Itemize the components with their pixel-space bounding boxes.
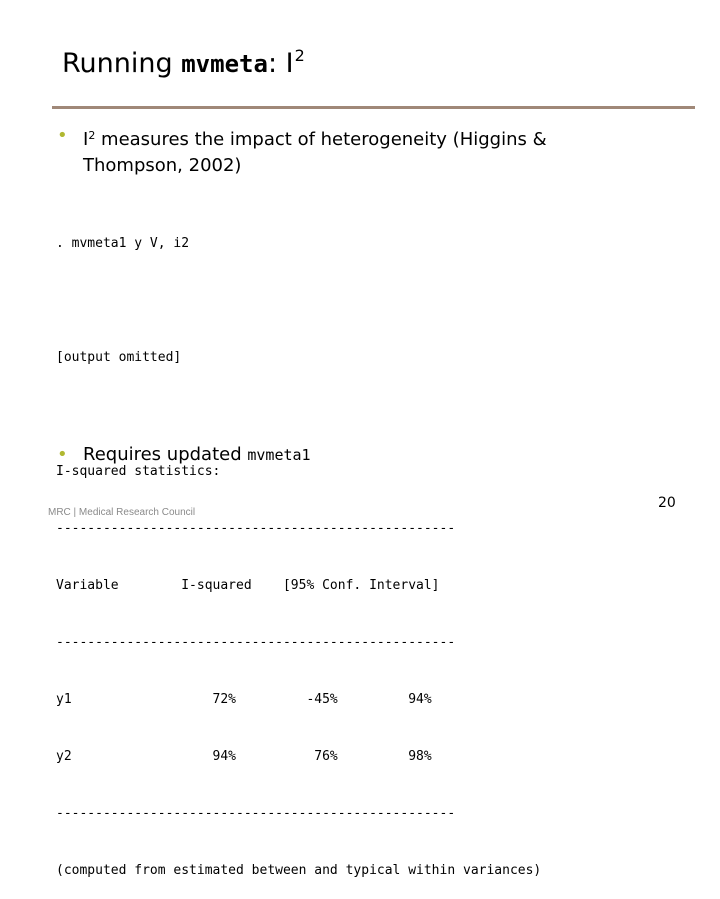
title-prefix: Running [62, 48, 182, 79]
output-row-y2: y2 94% 76% 98% [56, 749, 432, 764]
output-rule: --------------------------------------------------- [56, 635, 456, 650]
bullet-superscript: 2 [88, 129, 96, 142]
bullet-text [57, 442, 311, 468]
bullet-requires-text: Requires updated [83, 444, 248, 465]
bullet-text [57, 123, 617, 179]
output-rule: --------------------------------------------------- [56, 806, 456, 821]
command-line: . mvmeta1 y V, i2 [56, 236, 190, 251]
bullet-i: I [83, 129, 89, 150]
output-note: (computed from estimated between and typical within variances) [56, 863, 542, 878]
mrc-logo: MRC | Medical Research Council [48, 507, 196, 518]
output-heading: I-squared statistics: [56, 464, 221, 479]
bullet-dot-icon: • [57, 125, 68, 146]
blank-line [56, 405, 541, 424]
output-row-y1: y1 72% -45% 94% [56, 692, 432, 707]
title-command: mvmeta [181, 50, 268, 78]
output-omitted: [output omitted] [56, 350, 182, 365]
blank-line [56, 291, 541, 310]
bullet-description: measures the impact of heterogeneity (Higgins & Thompson, 2002) [83, 129, 547, 176]
title-suffix: : I [267, 48, 294, 79]
bullet-heterogeneity [57, 123, 617, 179]
output-header: Variable I-squared [95% Conf. Interval] [56, 578, 440, 593]
stata-output [56, 196, 541, 899]
bullet-dot-icon: • [57, 444, 68, 465]
title-divider [52, 106, 695, 109]
page-number: 20 [658, 495, 676, 511]
slide-title [62, 46, 305, 79]
title-superscript: 2 [294, 46, 305, 65]
output-rule: --------------------------------------------------- [56, 521, 456, 536]
bullet-requires [57, 442, 311, 468]
bullet-requires-code: mvmeta1 [247, 446, 311, 464]
